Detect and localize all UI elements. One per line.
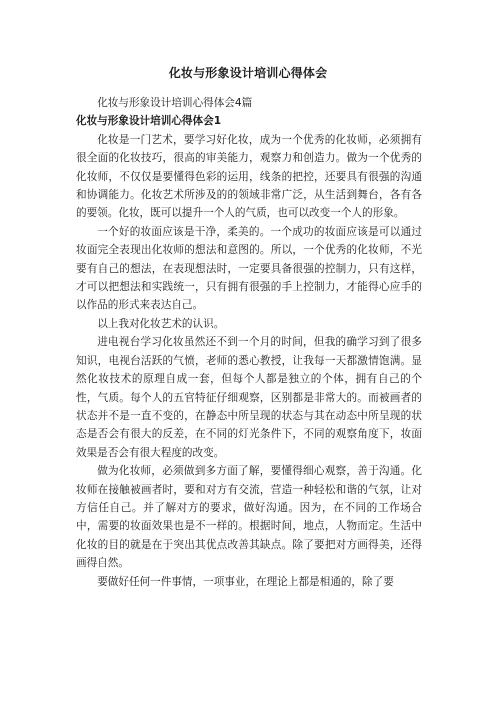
document-subtitle: 化妆与形象设计培训心得体会4篇 (97, 97, 253, 109)
paragraph: 以上我对化妆艺术的认识。 (97, 317, 225, 330)
paragraph: 化妆是一门艺术，要学习好化妆，成为一个优秀的化妆师，必须拥有很全面的化妆技巧，很高的审美能力，观察力和创造力。做为一个优秀的化妆师，不仅仅是要懂得色彩的运用，线条的把控，还要具有很强的沟通和协调能力。化妆艺术所涉及的的领域非常广泛，从生活到舞台，各有各的要领。化妆，既可以提升一个人的气质，也可以改变一个人的形象。 (76, 133, 422, 220)
paragraph: 要做好任何一件事情，一项事业，在理论上都是相通的，除了要 (97, 575, 394, 588)
paragraph: 一个好的妆面应该是干净，柔美的。一个成功的妆面应该是可以通过妆面完全表现出化妆师的想法和意图的。所以，一个优秀的化妆师，不光要有自己的想法，在表现想法时，一定要具备很强的控制力，只有这样，才可以把想法和实践统一，只有拥有很强的手上控制力，才能得心应手的以作品的形式来表达自己。 (76, 225, 422, 312)
paragraph: 进电视台学习化妆虽然还不到一个月的时间，但我的确学习到了很多知识，电视台活跃的气愤，老师的悉心教授，让我每一天都激情饱满。显然化妆技术的原理自成一套，但每个人都是独立的个体，拥有自己的个性，气质。每个人的五官特征仔细观察，区别都是非常大的。而被画者的状态并不是一直不变的，在静态中所呈现的状态与其在动态中所呈现的状态是否会有很大的反差，在不同的灯光条件下，不同的观察角度下，妆面效果是否会有很大程度的改变。 (76, 336, 422, 459)
document-title: 化妆与形象设计培训心得体会 (168, 66, 328, 80)
section-heading: 化妆与形象设计培训心得体会1 (76, 115, 222, 128)
document-body (76, 94, 422, 591)
paragraph: 做为化妆师，必须做到多方面了解，要懂得细心观察，善于沟通。化妆师在接触被画者时，要和对方有交流，营造一种轻松和谐的气氛，让对方信任自己。并了解对方的要求，做好沟通。因为，在不同的工作场合中，需要的妆面效果也是不一样的。根据时间，地点，人物而定。生活中化妆的目的就是在于突出其优点改善其缺点。除了要把对方画得美，还得画得自然。 (76, 465, 422, 570)
